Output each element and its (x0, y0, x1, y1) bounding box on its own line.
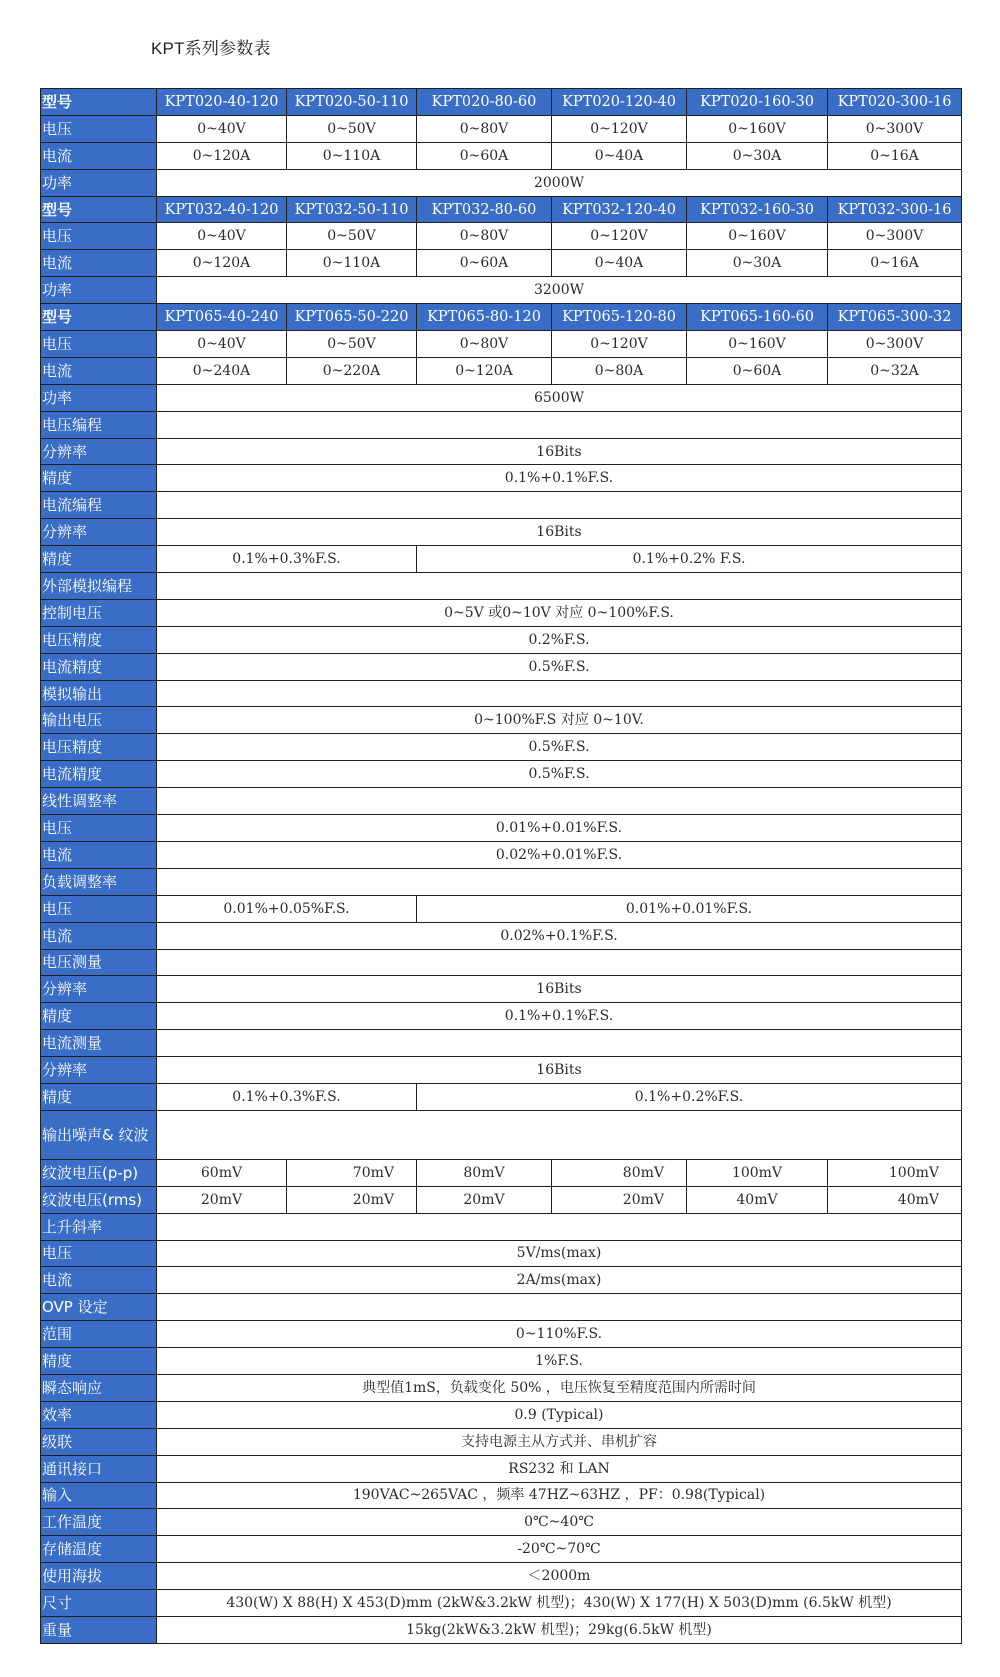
value-cell: 0~5V 或0~10V 对应 0~100%F.S. (157, 599, 962, 626)
value-cell: 20mV (287, 1186, 417, 1213)
row-label: 精度 (41, 1003, 157, 1030)
value-cell: 0~240A (157, 357, 287, 384)
empty-cell (157, 1294, 962, 1321)
value-cell: 0~40V (157, 115, 287, 142)
value-cell: 0~120V (552, 223, 687, 250)
value-cell: 15kg(2kW&3.2kW 机型)；29kg(6.5kW 机型) (157, 1616, 962, 1643)
row-label: 电流 (41, 357, 157, 384)
value-cell: 100mV (687, 1159, 828, 1186)
value-cell: 0.5%F.S. (157, 653, 962, 680)
empty-cell (157, 680, 962, 707)
value-cell: 0~60A (417, 142, 552, 169)
value-cell: 20mV (552, 1186, 687, 1213)
value-cell: 0~110%F.S. (157, 1321, 962, 1348)
model-name: KPT020-80-60 (417, 89, 552, 116)
spec-row (41, 1348, 962, 1375)
row-label: 精度 (41, 1083, 157, 1110)
spec-row (41, 1186, 962, 1213)
row-label: 控制电压 (41, 599, 157, 626)
spec-row (41, 1213, 962, 1240)
value-cell: 2A/ms(max) (157, 1267, 962, 1294)
spec-row (41, 384, 962, 411)
value-cell: 5V/ms(max) (157, 1240, 962, 1267)
row-label: 电压 (41, 1240, 157, 1267)
model-name: KPT020-40-120 (157, 89, 287, 116)
spec-row (41, 250, 962, 277)
model-name: KPT032-40-120 (157, 196, 287, 223)
value-cell: 0℃~40℃ (157, 1509, 962, 1536)
spec-row (41, 1482, 962, 1509)
spec-row (41, 1159, 962, 1186)
value-cell: 0.01%+0.05%F.S. (157, 895, 417, 922)
row-label: 电流 (41, 922, 157, 949)
row-label: 电压 (41, 115, 157, 142)
row-label: 电流 (41, 1267, 157, 1294)
spec-row (41, 788, 962, 815)
row-label: 分辨率 (41, 519, 157, 546)
value-cell: 0~120A (417, 357, 552, 384)
spec-row (41, 1428, 962, 1455)
spec-row (41, 142, 962, 169)
spec-row (41, 1590, 962, 1617)
row-label: 电压精度 (41, 626, 157, 653)
row-label: 电流 (41, 142, 157, 169)
value-cell: 70mV (287, 1159, 417, 1186)
value-cell: 0~160V (687, 223, 828, 250)
row-label: 电压编程 (41, 411, 157, 438)
spec-table (40, 88, 962, 1644)
spec-row (41, 1240, 962, 1267)
value-cell: 0~50V (287, 331, 417, 358)
model-name: KPT020-50-110 (287, 89, 417, 116)
spec-row (41, 1616, 962, 1643)
value-cell: 0.1%+0.1%F.S. (157, 1003, 962, 1030)
row-label: 工作温度 (41, 1509, 157, 1536)
spec-row (41, 223, 962, 250)
spec-row (41, 115, 962, 142)
spec-row (41, 546, 962, 573)
model-name: KPT032-80-60 (417, 196, 552, 223)
spec-row (41, 277, 962, 304)
row-label: 电压 (41, 815, 157, 842)
spec-row (41, 1455, 962, 1482)
value-cell: 0.02%+0.01%F.S. (157, 841, 962, 868)
spec-row (41, 492, 962, 519)
spec-row (41, 626, 962, 653)
value-cell: 0~50V (287, 115, 417, 142)
model-header-row (41, 304, 962, 331)
spec-row (41, 169, 962, 196)
empty-cell (157, 1030, 962, 1057)
spec-row (41, 331, 962, 358)
empty-cell (157, 1110, 962, 1159)
value-cell: RS232 和 LAN (157, 1455, 962, 1482)
value-cell: 0~16A (828, 142, 962, 169)
spec-row (41, 841, 962, 868)
row-label: 范围 (41, 1321, 157, 1348)
spec-row (41, 573, 962, 600)
row-label: 电流精度 (41, 761, 157, 788)
row-label: OVP 设定 (41, 1294, 157, 1321)
value-cell: 190VAC~265VAC ，频率 47HZ~63HZ ，PF：0.98(Typical) (157, 1482, 962, 1509)
empty-cell (157, 868, 962, 895)
value-cell: 0.1%+0.3%F.S. (157, 546, 417, 573)
row-label: 效率 (41, 1401, 157, 1428)
value-cell: 16Bits (157, 976, 962, 1003)
row-label: 重量 (41, 1616, 157, 1643)
value-cell: 0.1%+0.3%F.S. (157, 1083, 417, 1110)
spec-row (41, 949, 962, 976)
row-label: 电压 (41, 223, 157, 250)
spec-row (41, 438, 962, 465)
value-cell: 430(W) X 88(H) X 453(D)mm (2kW&3.2kW 机型)；430(W) X 177(H) X 503(D)mm (6.5kW 机型) (157, 1590, 962, 1617)
value-cell: 0~300V (828, 223, 962, 250)
empty-cell (157, 1213, 962, 1240)
spec-row (41, 519, 962, 546)
value-cell: 0.1%+0.1%F.S. (157, 465, 962, 492)
spec-row (41, 1401, 962, 1428)
row-label: 线性调整率 (41, 788, 157, 815)
model-name: KPT065-40-240 (157, 304, 287, 331)
value-cell: 0~110A (287, 250, 417, 277)
value-cell: 0~300V (828, 331, 962, 358)
row-label: 上升斜率 (41, 1213, 157, 1240)
spec-row (41, 1563, 962, 1590)
spec-row (41, 1110, 962, 1159)
value-cell: 0~80V (417, 223, 552, 250)
row-label: 电压测量 (41, 949, 157, 976)
model-name: KPT065-160-60 (687, 304, 828, 331)
value-cell: 20mV (157, 1186, 287, 1213)
spec-row (41, 734, 962, 761)
row-label: 输出电压 (41, 707, 157, 734)
row-label: 存储温度 (41, 1536, 157, 1563)
value-cell: 3200W (157, 277, 962, 304)
value-cell: 6500W (157, 384, 962, 411)
model-name: KPT065-80-120 (417, 304, 552, 331)
row-label: 精度 (41, 1348, 157, 1375)
value-cell: 0~120V (552, 331, 687, 358)
value-cell: 0.5%F.S. (157, 734, 962, 761)
spec-row (41, 1374, 962, 1401)
row-label: 电流精度 (41, 653, 157, 680)
value-cell: 典型值1mS，负载变化 50% ，电压恢复至精度范围内所需时间 (157, 1374, 962, 1401)
spec-row (41, 465, 962, 492)
spec-row (41, 680, 962, 707)
spec-row (41, 1057, 962, 1084)
row-label: 使用海拔 (41, 1563, 157, 1590)
value-cell: 0~80V (417, 115, 552, 142)
value-cell: 0~40V (157, 223, 287, 250)
value-cell: 0~160V (687, 331, 828, 358)
value-cell: 0~40A (552, 250, 687, 277)
row-label: 纹波电压(p-p) (41, 1159, 157, 1186)
value-cell: 0.1%+0.2%F.S. (417, 1083, 962, 1110)
value-cell: 0~50V (287, 223, 417, 250)
model-header-row (41, 196, 962, 223)
row-label: 分辨率 (41, 1057, 157, 1084)
value-cell: 80mV (417, 1159, 552, 1186)
row-label: 电流编程 (41, 492, 157, 519)
value-cell: 0~40V (157, 331, 287, 358)
value-cell: 100mV (828, 1159, 962, 1186)
value-cell: 80mV (552, 1159, 687, 1186)
value-cell: 0~160V (687, 115, 828, 142)
spec-row (41, 653, 962, 680)
value-cell: 16Bits (157, 438, 962, 465)
value-cell: 0~80V (417, 331, 552, 358)
spec-row (41, 868, 962, 895)
spec-row (41, 976, 962, 1003)
empty-cell (157, 573, 962, 600)
empty-cell (157, 411, 962, 438)
value-cell: 16Bits (157, 519, 962, 546)
row-label: 精度 (41, 546, 157, 573)
spec-row (41, 895, 962, 922)
row-label: 分辨率 (41, 976, 157, 1003)
spec-row (41, 1294, 962, 1321)
value-cell: 支持电源主从方式并、串机扩容 (157, 1428, 962, 1455)
spec-row (41, 1509, 962, 1536)
row-label: 功率 (41, 169, 157, 196)
row-label: 输出噪声& 纹波 (41, 1110, 157, 1159)
value-cell: ＜2000m (157, 1563, 962, 1590)
value-cell: 0~60A (687, 357, 828, 384)
row-label: 功率 (41, 277, 157, 304)
row-label: 模拟输出 (41, 680, 157, 707)
value-cell: 0~100%F.S 对应 0~10V. (157, 707, 962, 734)
spec-row (41, 1321, 962, 1348)
spec-row (41, 761, 962, 788)
model-label: 型号 (41, 196, 157, 223)
model-name: KPT032-300-16 (828, 196, 962, 223)
model-name: KPT065-50-220 (287, 304, 417, 331)
row-label: 功率 (41, 384, 157, 411)
value-cell: 60mV (157, 1159, 287, 1186)
model-name: KPT020-300-16 (828, 89, 962, 116)
spec-row (41, 1267, 962, 1294)
model-name: KPT032-120-40 (552, 196, 687, 223)
value-cell: 0.5%F.S. (157, 761, 962, 788)
spec-row (41, 1536, 962, 1563)
row-label: 电流 (41, 250, 157, 277)
page-title: KPT系列参数表 (151, 39, 271, 58)
value-cell: 0.01%+0.01%F.S. (417, 895, 962, 922)
row-label: 输入 (41, 1482, 157, 1509)
value-cell: 0.9 (Typical) (157, 1401, 962, 1428)
value-cell: 0~30A (687, 142, 828, 169)
spec-row (41, 357, 962, 384)
value-cell: 0~300V (828, 115, 962, 142)
spec-row (41, 707, 962, 734)
value-cell: 40mV (828, 1186, 962, 1213)
row-label: 电流 (41, 841, 157, 868)
empty-cell (157, 492, 962, 519)
empty-cell (157, 949, 962, 976)
row-label: 外部模拟编程 (41, 573, 157, 600)
model-name: KPT065-120-80 (552, 304, 687, 331)
value-cell: -20℃~70℃ (157, 1536, 962, 1563)
row-label: 精度 (41, 465, 157, 492)
value-cell: 40mV (687, 1186, 828, 1213)
value-cell: 2000W (157, 169, 962, 196)
row-label: 电流测量 (41, 1030, 157, 1057)
row-label: 负载调整率 (41, 868, 157, 895)
value-cell: 1%F.S. (157, 1348, 962, 1375)
model-name: KPT032-160-30 (687, 196, 828, 223)
value-cell: 0~120A (157, 250, 287, 277)
value-cell: 20mV (417, 1186, 552, 1213)
value-cell: 0~220A (287, 357, 417, 384)
spec-row (41, 1003, 962, 1030)
value-cell: 0.1%+0.2% F.S. (417, 546, 962, 573)
value-cell: 0.01%+0.01%F.S. (157, 815, 962, 842)
value-cell: 0.2%F.S. (157, 626, 962, 653)
spec-table-body (41, 89, 962, 1644)
spec-row (41, 411, 962, 438)
value-cell: 0~120A (157, 142, 287, 169)
model-label: 型号 (41, 89, 157, 116)
value-cell: 0~16A (828, 250, 962, 277)
value-cell: 0~30A (687, 250, 828, 277)
row-label: 电压精度 (41, 734, 157, 761)
row-label: 电压 (41, 895, 157, 922)
value-cell: 0~32A (828, 357, 962, 384)
model-label: 型号 (41, 304, 157, 331)
value-cell: 0~60A (417, 250, 552, 277)
spec-row (41, 1030, 962, 1057)
empty-cell (157, 788, 962, 815)
row-label: 尺寸 (41, 1590, 157, 1617)
value-cell: 0~40A (552, 142, 687, 169)
spec-row (41, 922, 962, 949)
row-label: 级联 (41, 1428, 157, 1455)
spec-row (41, 815, 962, 842)
model-name: KPT065-300-32 (828, 304, 962, 331)
row-label: 分辨率 (41, 438, 157, 465)
row-label: 电压 (41, 331, 157, 358)
value-cell: 16Bits (157, 1057, 962, 1084)
value-cell: 0~110A (287, 142, 417, 169)
model-name: KPT020-120-40 (552, 89, 687, 116)
row-label: 纹波电压(rms) (41, 1186, 157, 1213)
value-cell: 0~80A (552, 357, 687, 384)
row-label: 瞬态响应 (41, 1374, 157, 1401)
model-name: KPT032-50-110 (287, 196, 417, 223)
row-label: 通讯接口 (41, 1455, 157, 1482)
spec-row (41, 599, 962, 626)
model-name: KPT020-160-30 (687, 89, 828, 116)
model-header-row (41, 89, 962, 116)
spec-row (41, 1083, 962, 1110)
value-cell: 0.02%+0.1%F.S. (157, 922, 962, 949)
value-cell: 0~120V (552, 115, 687, 142)
